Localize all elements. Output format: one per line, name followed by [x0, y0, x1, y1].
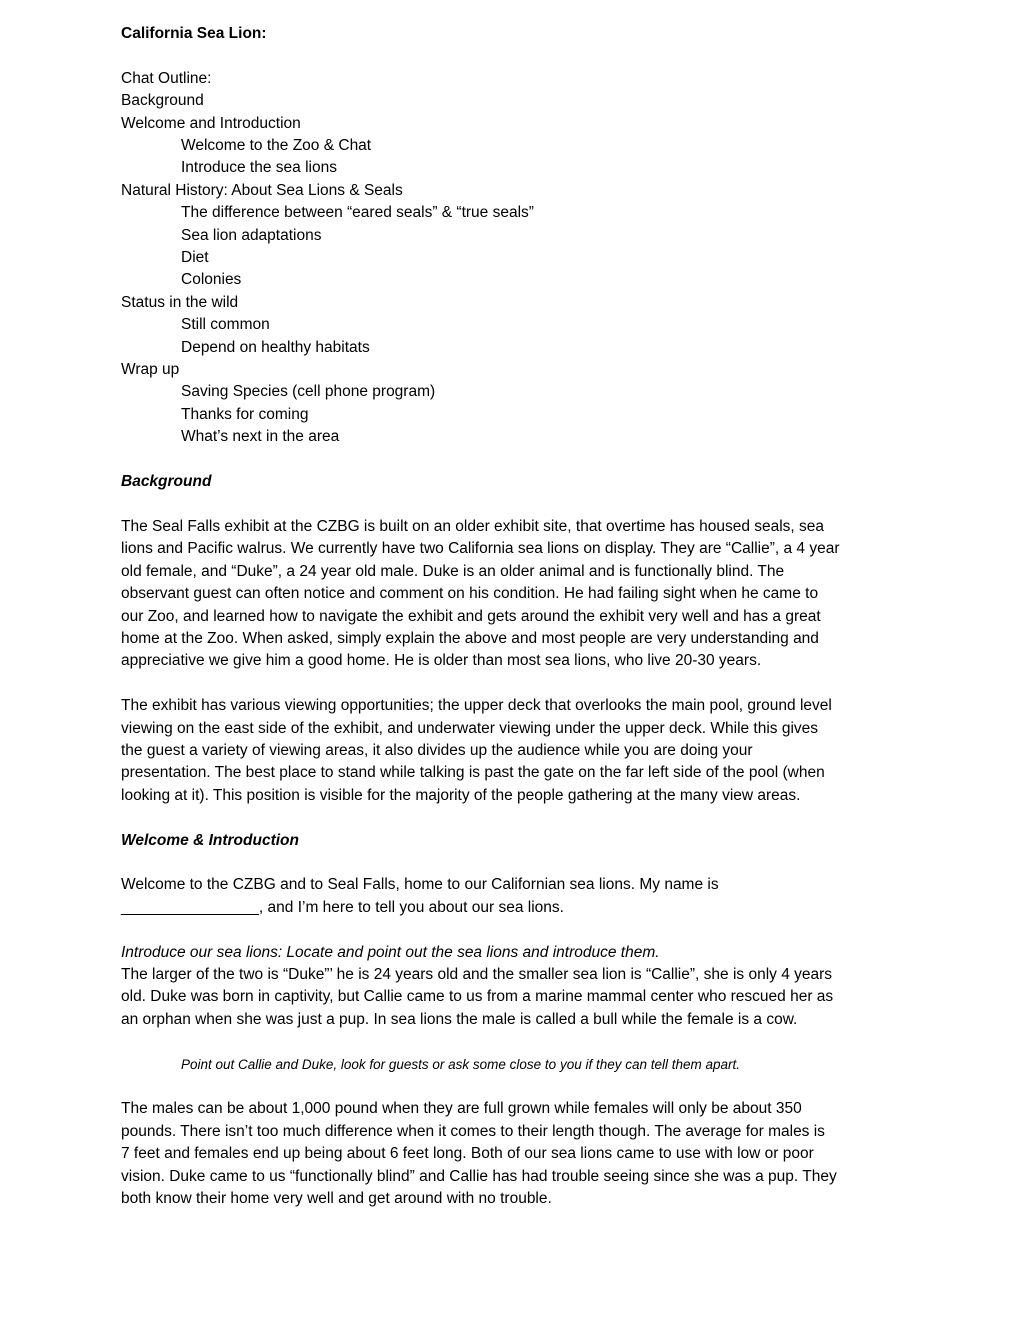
- outline-subitem: Depend on healthy habitats: [181, 338, 370, 356]
- spacer: [121, 1076, 911, 1098]
- paragraph-line: old female, and “Duke”, a 24 year old male. Duke is an older animal and is functionally blind. The: [121, 562, 785, 580]
- paragraph-line: The larger of the two is “Duke”’ he is 24 years old and the smaller sea lion is “Callie”, she is only 4 years: [121, 965, 833, 983]
- outline-item: Status in the wild: [121, 293, 239, 311]
- paragraph-line: an orphan when she was just a pup. In sea lions the male is called a bull while the female is a cow.: [121, 1010, 798, 1028]
- outline-subitem: Welcome to the Zoo & Chat: [181, 137, 372, 155]
- paragraph-line: Welcome to the CZBG and to Seal Falls, home to our Californian sea lions. My name is: [121, 876, 719, 894]
- paragraph-line: The males can be about 1,000 pound when they are full grown while females will only be about 350: [121, 1100, 802, 1118]
- welcome-heading: Welcome & Introduction: [121, 831, 299, 849]
- outline-subitem: Sea lion adaptations: [181, 226, 322, 244]
- outline-subitem: What’s next in the area: [181, 428, 340, 446]
- spacer: [121, 673, 911, 695]
- paragraph-line: both know their home very well and get around with no trouble.: [121, 1189, 552, 1207]
- paragraph-line: observant guest can often notice and comment on his condition. He had failing sight when he came to: [121, 585, 819, 603]
- spacer: [121, 494, 911, 516]
- spacer: [121, 449, 911, 471]
- outline-item: Background: [121, 92, 204, 110]
- paragraph-line: The exhibit has various viewing opportunities; the upper deck that overlooks the main pool, ground level: [121, 697, 832, 715]
- paragraph-line: presentation. The best place to stand while talking is past the gate on the far left side of the pool (when: [121, 764, 825, 782]
- paragraph-line: ________________, and I’m here to tell you about our sea lions.: [121, 898, 564, 916]
- paragraph-line: home at the Zoo. When asked, simply explain the above and most people are very understanding and: [121, 629, 819, 647]
- spacer: [121, 45, 911, 67]
- paragraph-line: lions and Pacific walrus. We currently have two California sea lions on display. They are “Callie”, a 4 year: [121, 540, 840, 558]
- paragraph-line: old. Duke was born in captivity, but Callie came to us from a marine mammal center who rescued her as: [121, 988, 834, 1006]
- outline-subitem: Colonies: [181, 271, 242, 289]
- spacer: [121, 852, 911, 874]
- spacer: [121, 919, 911, 941]
- spacer: [121, 807, 911, 829]
- spacer: [121, 1031, 911, 1053]
- outline-subitem: Still common: [181, 316, 270, 334]
- paragraph-line: pounds. There isn’t too much difference when it comes to their length though. The average for males is: [121, 1122, 825, 1140]
- paragraph-line: The Seal Falls exhibit at the CZBG is built on an older exhibit site, that overtime has housed seals, sea: [121, 517, 825, 535]
- chat-outline: [121, 68, 911, 449]
- instruction-text: Introduce our sea lions: Locate and point out the sea lions and introduce them.: [121, 943, 660, 961]
- outline-subitem: Diet: [181, 249, 209, 267]
- document-page: [121, 23, 911, 1210]
- outline-heading: Chat Outline:: [121, 69, 212, 87]
- welcome-paragraph-1: [121, 874, 911, 919]
- outline-item: Welcome and Introduction: [121, 114, 301, 132]
- outline-subitem: Introduce the sea lions: [181, 159, 337, 177]
- paragraph-line: our Zoo, and learned how to navigate the exhibit and gets around the exhibit very well and has a great: [121, 607, 821, 625]
- page-title: California Sea Lion:: [121, 25, 267, 42]
- presenter-note: Point out Callie and Duke, look for guests or ask some close to you if they can tell them apart.: [181, 1056, 741, 1072]
- welcome-paragraph-3: [121, 1098, 911, 1210]
- paragraph-line: appreciative we give him a good home. He is older than most sea lions, who live 20-30 years.: [121, 652, 762, 670]
- paragraph-line: viewing on the east side of the exhibit, and underwater viewing under the upper deck. While this gives: [121, 719, 819, 737]
- paragraph-line: 7 feet and females end up being about 6 feet long. Both of our sea lions came to use with low or poor: [121, 1145, 814, 1163]
- background-paragraph-2: [121, 695, 911, 807]
- paragraph-line: vision. Duke came to us “functionally blind” and Callie has had trouble seeing since she was a pup. They: [121, 1167, 837, 1185]
- outline-subitem: The difference between “eared seals” & “true seals”: [181, 204, 534, 222]
- paragraph-line: the guest a variety of viewing areas, it also divides up the audience while you are doing your: [121, 741, 753, 759]
- outline-subitem: Saving Species (cell phone program): [181, 383, 436, 401]
- outline-subitem: Thanks for coming: [181, 405, 309, 423]
- outline-item: Natural History: About Sea Lions & Seals: [121, 181, 403, 199]
- background-heading: Background: [121, 473, 212, 491]
- paragraph-line: looking at it). This position is visible for the majority of the people gathering at the many view areas.: [121, 786, 801, 804]
- background-paragraph-1: [121, 516, 911, 673]
- outline-item: Wrap up: [121, 361, 180, 379]
- welcome-paragraph-2: [121, 964, 911, 1031]
